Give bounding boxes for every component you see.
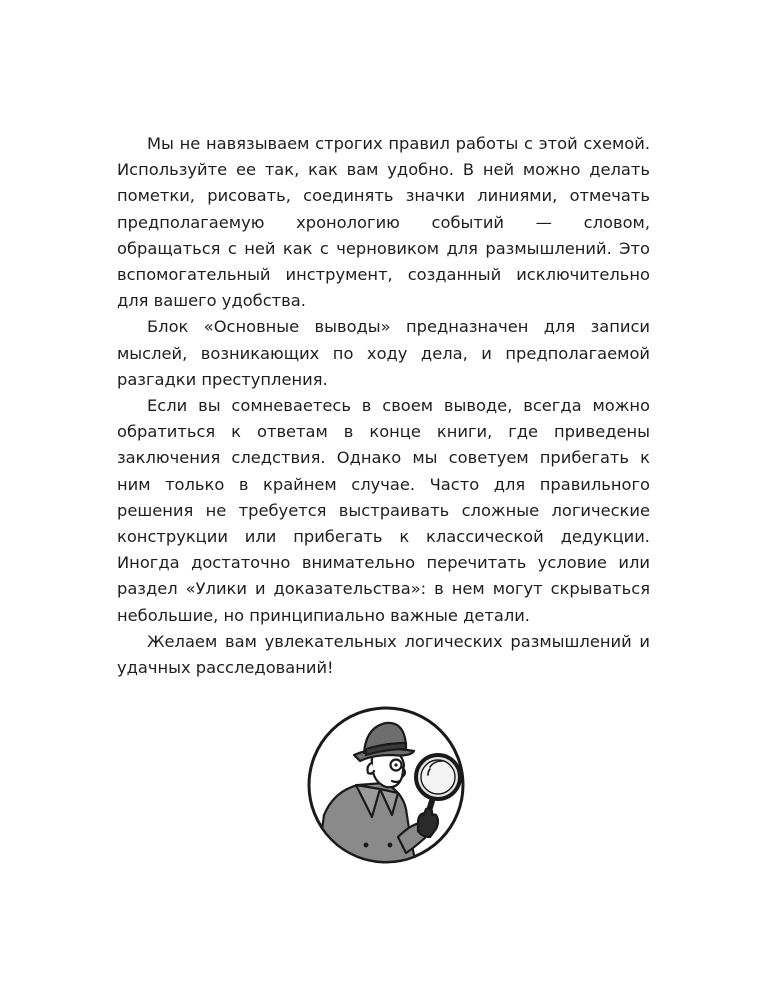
- paragraph: Мы не навязываем строгих правил работы с этой схемой. Используйте ее так, как вам удобно. В ней можно делать пометки, рисовать, соединять значки линиями, отмечать предполагаемую хронологию событий — словом, обращаться с ней как с черновиком для размышлений. Это вспомогательный инструмент, созданный исключительно для вашего удобства.: [117, 134, 650, 311]
- detective-illustration: [306, 705, 466, 865]
- paragraph: Блок «Основные выводы» предназначен для записи мыслей, возникающих по ходу дела, и предполагаемой разгадки преступления.: [117, 317, 650, 389]
- detective-with-magnifying-glass-icon: [306, 705, 466, 865]
- body-text: [117, 131, 650, 681]
- paragraph: Если вы сомневаетесь в своем выводе, всегда можно обратиться к ответам в конце книги, где приведены заключения следствия. Однако мы советуем прибегать к ним только в крайнем случае. Часто для правильного решения не требуется выстраивать сложные логические конструкции или прибегать к классической дедукции. Иногда достаточно внимательно перечитать условие или раздел «Улики и доказательства»: в нем могут скрываться небольшие, но принципиально важные детали.: [117, 396, 650, 625]
- paragraph: Желаем вам увлекательных логических размышлений и удачных расследований!: [117, 631, 650, 678]
